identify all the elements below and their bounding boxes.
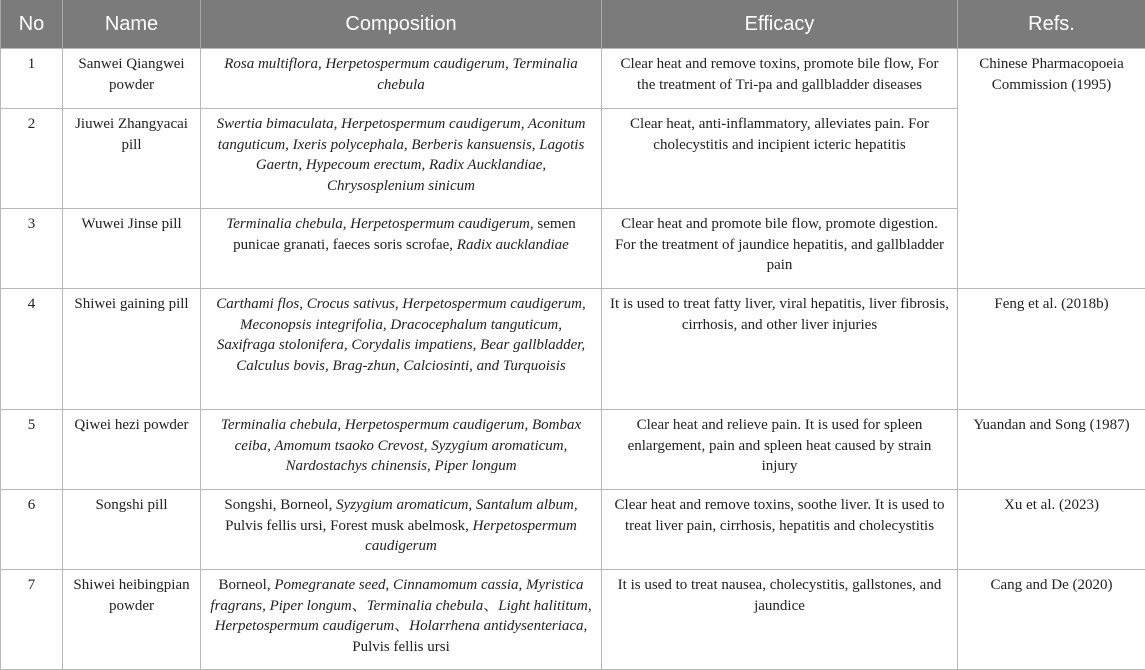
composition-text: 、 [394, 618, 409, 634]
composition-text: 、 [483, 598, 498, 614]
row-no: 2 [1, 109, 63, 209]
row-efficacy: Clear heat, anti-inflammatory, alleviates pain. For cholecystitis and incipient icteric hepatitis [602, 109, 958, 209]
row-no: 1 [1, 49, 63, 109]
row-no: 5 [1, 410, 63, 490]
row-refs: Yuandan and Song (1987) [958, 410, 1145, 490]
composition-text: 、 [352, 598, 367, 614]
row-refs: Xu et al. (2023) [958, 490, 1145, 570]
composition-italic-text: Terminalia chebula, Herpetospermum caudigerum [226, 216, 530, 232]
table-row [1, 289, 1145, 410]
composition-text: Pulvis fellis ursi, Forest musk abelmosk, [225, 518, 473, 534]
composition-italic-text: Terminalia chebula [367, 598, 484, 614]
row-efficacy: It is used to treat fatty liver, viral hepatitis, liver fibrosis, cirrhosis, and other liver injuries [602, 289, 958, 410]
row-composition [201, 490, 602, 570]
composition-italic-text: Pomegranate seed, Cinnamomum cassia, Myristica fragrans, Piper longum [210, 577, 583, 614]
header-composition: Composition [201, 0, 602, 49]
row-composition [201, 109, 602, 209]
row-name: Shiwei heibingpian powder [63, 570, 201, 670]
composition-italic-text: Holarrhena antidysenteriaca, [409, 618, 587, 634]
composition-italic-text: Herpetospermum caudigerum [365, 518, 577, 555]
composition-italic-text: Radix aucklandiae [457, 237, 569, 253]
row-composition [201, 209, 602, 289]
row-name: Songshi pill [63, 490, 201, 570]
row-name: Qiwei hezi powder [63, 410, 201, 490]
header-name: Name [63, 0, 201, 49]
header-row [1, 0, 1145, 49]
row-composition [201, 410, 602, 490]
row-no: 4 [1, 289, 63, 410]
table-row [1, 410, 1145, 490]
composition-italic-text: Carthami flos, Crocus sativus, Herpetospermum caudigerum, Meconopsis integrifolia, Dracocephalum tanguticum, Saxifraga stolonifera, Corydalis impatiens, Bear gallbladder, Calculus bovis, Brag-zhun, Calciosinti, and Turquoisis [216, 296, 585, 374]
row-no: 6 [1, 490, 63, 570]
composition-italic-text: Swertia bimaculata, Herpetospermum caudigerum, Aconitum tanguticum, Ixeris polycephala, Berberis kansuensis, Lagotis Gaertn, Hypecoum erectum, Radix Aucklandiae, Chrysosplenium sinicum [217, 116, 586, 194]
row-efficacy: Clear heat and remove toxins, soothe liver. It is used to treat liver pain, cirrhosis, hepatitis and cholecystitis [602, 490, 958, 570]
table-row [1, 570, 1145, 670]
row-name: Sanwei Qiangwei powder [63, 49, 201, 109]
composition-italic-text: Terminalia chebula, Herpetospermum caudigerum, Bombax ceiba, Amomum tsaoko Crevost, Syzygium aromaticum, Nardostachys chinensis, Piper longum [221, 417, 581, 474]
row-composition [201, 49, 602, 109]
row-name: Shiwei gaining pill [63, 289, 201, 410]
composition-italic-text: Syzygium aromaticum, Santalum album, [336, 497, 578, 513]
header-refs: Refs. [958, 0, 1145, 49]
table-row [1, 490, 1145, 570]
row-efficacy: Clear heat and remove toxins, promote bile flow, For the treatment of Tri-pa and gallbladder diseases [602, 49, 958, 109]
composition-text: Pulvis fellis ursi [352, 639, 450, 655]
row-refs: Chinese Pharmacopoeia Commission (1995) [958, 49, 1145, 289]
composition-text: Songshi, Borneol, [224, 497, 336, 513]
row-efficacy: It is used to treat nausea, cholecystitis, gallstones, and jaundice [602, 570, 958, 670]
header-no: No [1, 0, 63, 49]
composition-italic-text: Rosa multiflora, Herpetospermum caudigerum, Terminalia chebula [224, 56, 578, 93]
row-composition [201, 570, 602, 670]
header-efficacy: Efficacy [602, 0, 958, 49]
row-name: Wuwei Jinse pill [63, 209, 201, 289]
row-name: Jiuwei Zhangyacai pill [63, 109, 201, 209]
row-composition [201, 289, 602, 410]
row-efficacy: Clear heat and relieve pain. It is used for spleen enlargement, pain and spleen heat caused by strain injury [602, 410, 958, 490]
row-no: 7 [1, 570, 63, 670]
row-efficacy: Clear heat and promote bile flow, promote digestion. For the treatment of jaundice hepatitis, and gallbladder pain [602, 209, 958, 289]
composition-italic-text: Light halititum, Herpetospermum caudigerum [215, 598, 592, 635]
composition-text: , semen punicae granati, faeces soris scrofae, [233, 216, 576, 253]
row-no: 3 [1, 209, 63, 289]
composition-text: Borneol, [219, 577, 275, 593]
row-refs: Feng et al. (2018b) [958, 289, 1145, 410]
row-refs: Cang and De (2020) [958, 570, 1145, 670]
table-row [1, 49, 1145, 109]
